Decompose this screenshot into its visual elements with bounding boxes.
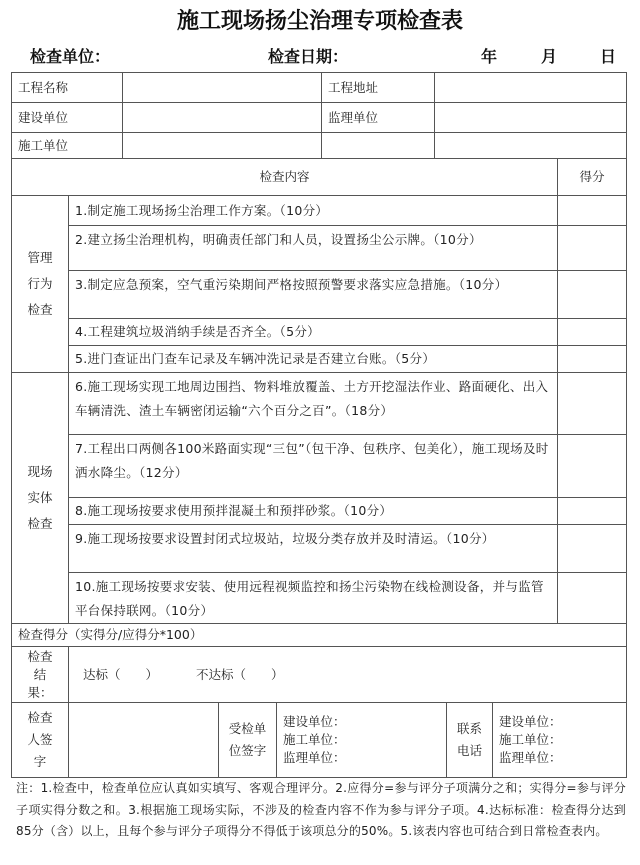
result-options <box>68 646 627 703</box>
project-location-label: 工程地址 <box>321 72 435 103</box>
supervisor-label: 监理单位 <box>321 102 435 133</box>
inspection-unit-label: 检查单位： <box>30 47 111 66</box>
day-label: 日 <box>600 47 617 66</box>
project-name-label: 工程名称 <box>11 72 123 103</box>
form-title: 施工现场扬尘治理专项检查表 <box>176 8 463 34</box>
builder-label: 建设单位 <box>11 102 123 133</box>
builder-value <box>122 102 322 133</box>
management-item-3: 3.制定应急预案，空气重污染期间严格按照预警要求落实应急措施。（10分） <box>68 270 558 319</box>
score-cell-7 <box>557 434 627 498</box>
contractor-value <box>122 132 322 159</box>
result-label: 检查 结 果： <box>11 646 69 703</box>
contact-phone-label: 联系 电话 <box>446 702 493 778</box>
onsite-item-6: 6.施工现场实现工地周边围挡、物料堆放覆盖、土方开挖湿法作业、路面硬化、出入车辆清洗、渣土车辆密闭运输“六个百分之百”。（18分） <box>68 372 558 435</box>
project-name-value <box>122 72 322 103</box>
contact-roles: 建设单位： 施工单位： 监理单位： <box>492 702 627 778</box>
contractor-extra <box>321 132 435 159</box>
onsite-item-10: 10.施工现场按要求安装、使用远程视频监控和扬尘污染物在线检测设备，并与监管平台保持联网。（10分） <box>68 572 558 624</box>
score-cell-2 <box>557 225 627 271</box>
onsite-item-7: 7.工程出口两侧各100米路面实现“三包”（包干净、包秩序、包美化），施工现场及时洒水降尘。（12分） <box>68 434 558 498</box>
project-location-value <box>434 72 627 103</box>
inspection-table <box>11 72 627 778</box>
inspector-signature-value <box>68 702 219 778</box>
onsite-item-9: 9.施工现场按要求设置封闭式垃圾站，垃圾分类存放并及时清运。（10分） <box>68 524 558 573</box>
management-item-2: 2.建立扬尘治理机构，明确责任部门和人员，设置扬尘公示牌。（10分） <box>68 225 558 271</box>
year-label: 年 <box>481 47 498 66</box>
score-cell-5 <box>557 345 627 373</box>
score-cell-10 <box>557 572 627 624</box>
contractor-extra-value <box>434 132 627 159</box>
score-cell-9 <box>557 524 627 573</box>
score-cell-3 <box>557 270 627 319</box>
fail-option: 不达标（ ） <box>196 666 284 682</box>
inspected-unit-signature-label: 受检单 位签字 <box>218 702 277 778</box>
contractor-label: 施工单位 <box>11 132 123 159</box>
inspection-date-label: 检查日期： <box>268 47 349 66</box>
onsite-category: 现场 实体 检查 <box>11 372 69 624</box>
management-item-1: 1.制定施工现场扬尘治理工作方案。（10分） <box>68 195 558 226</box>
score-cell-1 <box>557 195 627 226</box>
management-category: 管理 行为 检查 <box>11 195 69 373</box>
footnote: 注：1.检查中，检查单位应认真如实填写、客观合理评分。2.应得分=参与评分子项满分之和；实得分=参与评分子项实得分数之和。3.根据施工现场实际，不涉及的检查内容不作为参与评分子项。4.达标标准：检查得分达到85分（含）以上，且每个参与评分子项得分不得低于该项总分的50%。5.该表内容也可结合到日常检查表内。 <box>16 781 626 838</box>
inspector-signature-label: 检查 人签 字 <box>11 702 69 778</box>
supervisor-value <box>434 102 627 133</box>
score-cell-6 <box>557 372 627 435</box>
pass-option: 达标（ ） <box>83 666 159 682</box>
management-item-5: 5.进门查证出门查车记录及车辆冲洗记录是否建立台账。（5分） <box>68 345 558 373</box>
content-header: 检查内容 <box>11 158 558 196</box>
onsite-item-8: 8.施工现场按要求使用预拌混凝土和预拌砂浆。（10分） <box>68 497 558 525</box>
management-item-4: 4.工程建筑垃圾消纳手续是否齐全。（5分） <box>68 318 558 346</box>
inspected-unit-roles: 建设单位： 施工单位： 监理单位： <box>276 702 447 778</box>
score-cell-4 <box>557 318 627 346</box>
score-cell-8 <box>557 497 627 525</box>
score-header: 得分 <box>557 158 627 196</box>
month-label: 月 <box>541 47 558 66</box>
score-row: 检查得分（实得分/应得分*100） <box>11 623 627 647</box>
